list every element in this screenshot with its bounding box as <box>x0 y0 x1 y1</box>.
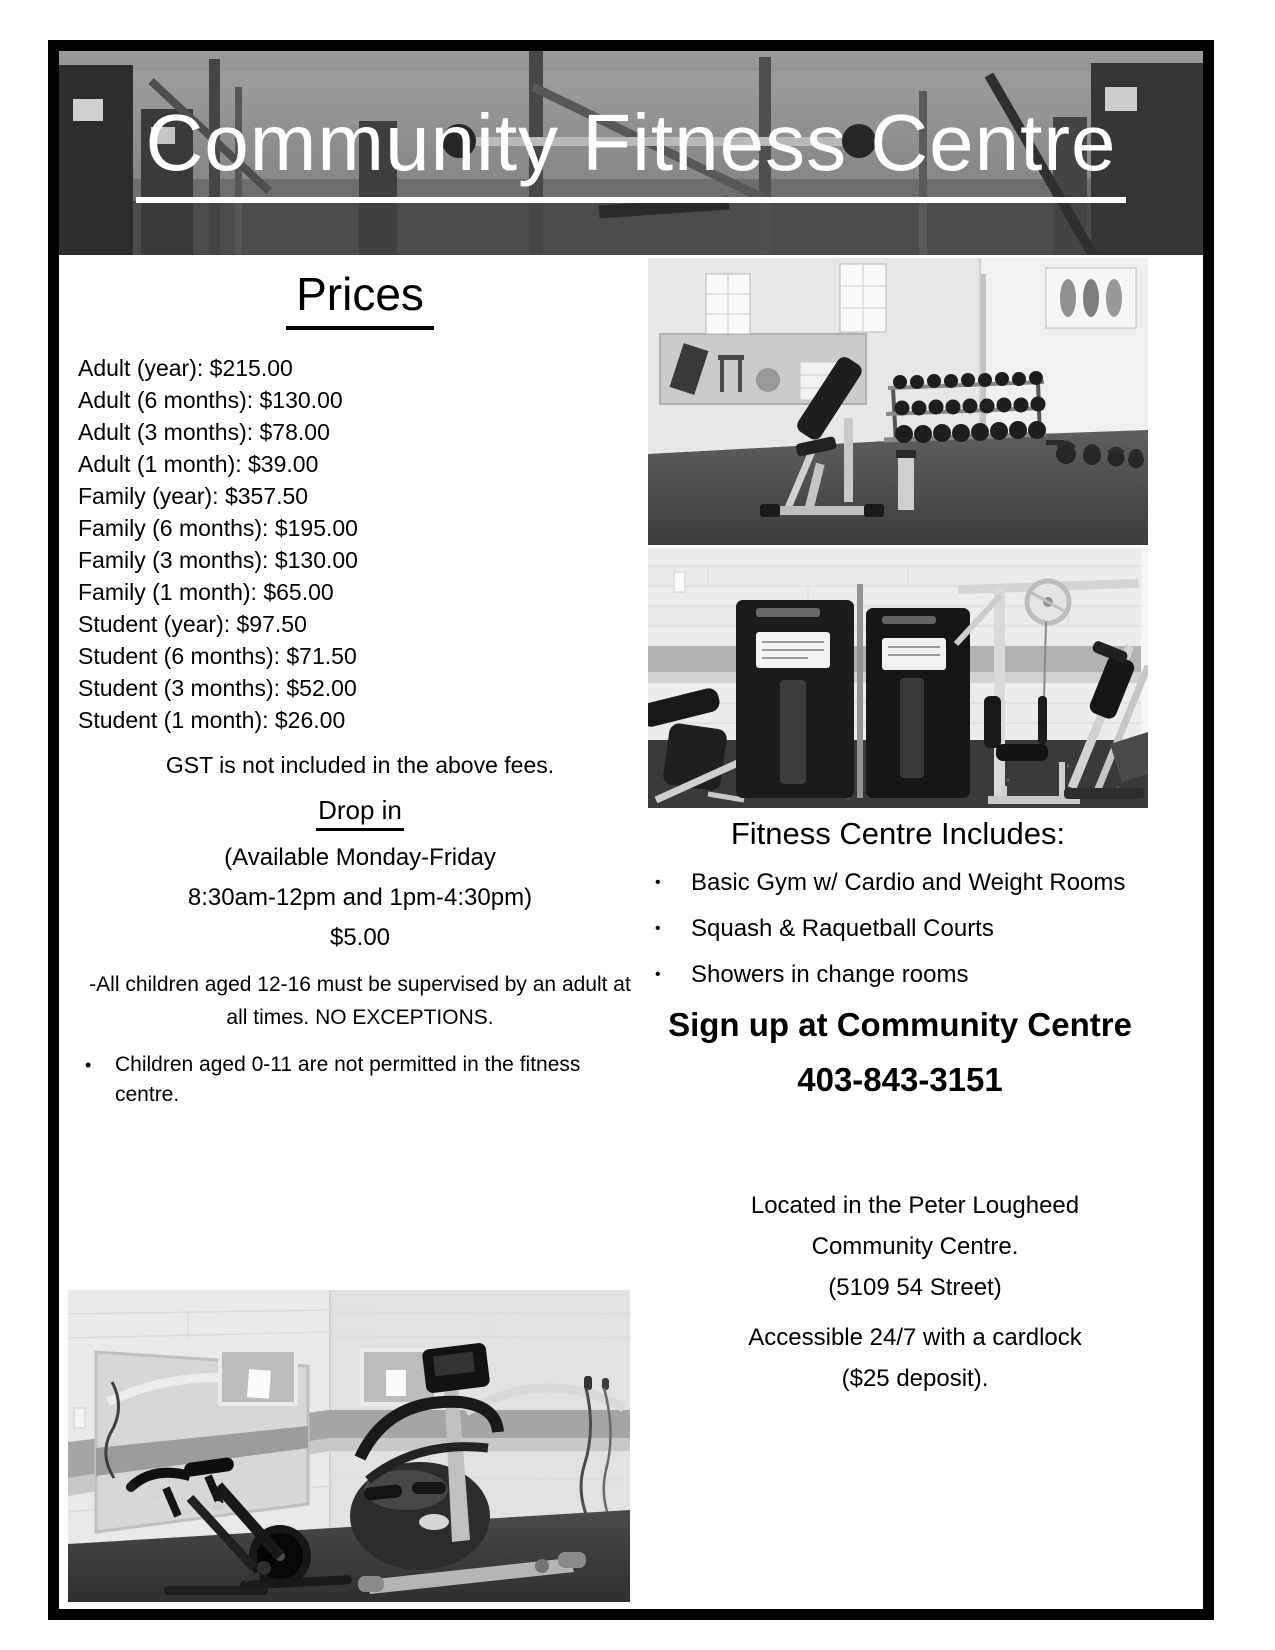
page-title: Community Fitness Centre <box>136 103 1127 203</box>
price-line: Adult (1 month): $39.00 <box>78 451 319 477</box>
prices-heading-wrap <box>75 268 645 330</box>
banner-gym-photo <box>59 51 1203 255</box>
includes-item-text: Squash & Raquetball Courts <box>691 915 994 942</box>
machine-room-illustration <box>648 548 1148 808</box>
dropin-availability-line1: (Available Monday-Friday <box>224 844 496 871</box>
bullet-icon: • <box>85 1055 92 1075</box>
location-block <box>680 1185 1150 1399</box>
price-line: Family (6 months): $195.00 <box>78 515 358 541</box>
location-line1: Located in the Peter Lougheed <box>750 1192 1080 1219</box>
price-list <box>78 352 638 736</box>
price-line: Adult (3 months): $78.00 <box>78 419 330 445</box>
gst-note: GST is not included in the above fees. <box>165 752 555 778</box>
includes-item <box>655 960 1155 990</box>
price-line: Student (3 months): $52.00 <box>78 675 357 701</box>
dropin-fee: $5.00 <box>329 924 391 951</box>
price-line: Family (1 month): $65.00 <box>78 579 334 605</box>
machine-room-photo <box>648 548 1148 808</box>
price-line: Family (3 months): $130.00 <box>78 547 358 573</box>
includes-item-text: Showers in change rooms <box>691 961 969 988</box>
price-line: Student (year): $97.50 <box>78 611 307 637</box>
location-line3: (5109 54 Street) <box>828 1274 1002 1301</box>
dropin-availability-line2: 8:30am-12pm and 1pm-4:30pm) <box>187 884 533 911</box>
signup-cta: Sign up at Community Centre <box>668 1006 1132 1043</box>
price-line: Family (year): $357.50 <box>78 483 309 509</box>
includes-item <box>655 914 1155 944</box>
includes-item <box>655 868 1155 898</box>
location-line2: Community Centre. <box>811 1233 1019 1260</box>
cardio-room-photo <box>68 1290 630 1602</box>
signup-phone: 403-843-3151 <box>797 1060 1003 1098</box>
children-note-text: Children aged 0-11 are not permitted in the fitness centre. <box>115 1053 581 1106</box>
price-line: Adult (year): $215.00 <box>78 355 293 381</box>
weight-room-illustration <box>648 258 1148 545</box>
banner-title-wrap <box>59 51 1203 255</box>
signup-block <box>635 1005 1165 1099</box>
weight-room-photo <box>648 258 1148 545</box>
price-line: Student (1 month): $26.00 <box>78 707 346 733</box>
supervision-note-line1: -All children aged 12-16 must be supervised by an adult at <box>89 973 631 996</box>
supervision-note-line2: all times. NO EXCEPTIONS. <box>226 1006 494 1029</box>
cardio-room-illustration <box>68 1290 630 1602</box>
includes-item-text: Basic Gym w/ Cardio and Weight Rooms <box>691 869 1126 896</box>
price-line: Student (6 months): $71.50 <box>78 643 357 669</box>
spacer <box>680 1308 1150 1317</box>
price-line: Adult (6 months): $130.00 <box>78 387 343 413</box>
access-line1: Accessible 24/7 with a cardlock <box>748 1324 1082 1351</box>
bullet-icon: • <box>655 966 661 983</box>
children-note <box>85 1050 615 1110</box>
includes-heading: Fitness Centre Includes: <box>730 816 1066 851</box>
dropin-heading: Drop in <box>316 795 404 831</box>
bullet-icon: • <box>655 920 661 937</box>
dropin-heading-wrap <box>75 795 645 831</box>
supervision-note <box>50 968 670 1034</box>
access-line2: ($25 deposit). <box>841 1365 989 1392</box>
prices-heading: Prices <box>286 268 434 330</box>
includes-list <box>655 868 1155 1006</box>
bullet-icon: • <box>655 874 661 891</box>
